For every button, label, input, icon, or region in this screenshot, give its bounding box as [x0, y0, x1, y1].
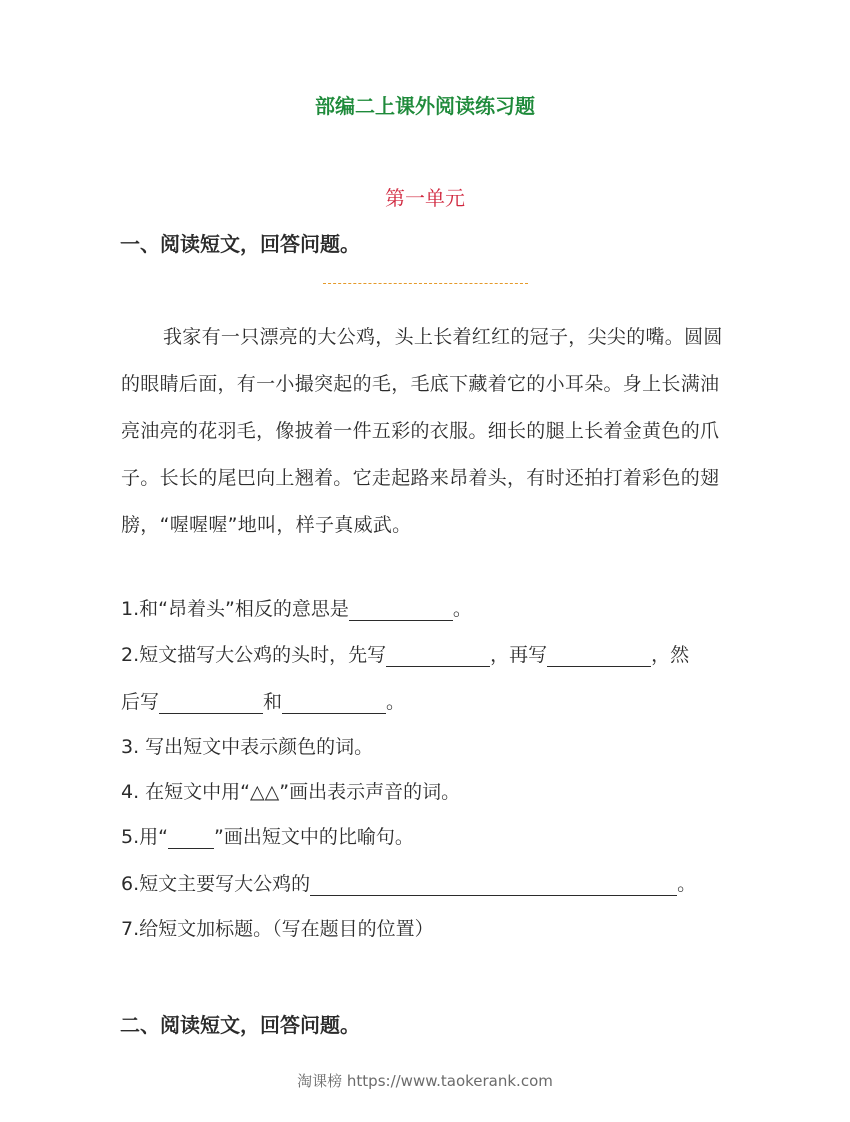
- question-2-text-e: 和: [263, 691, 283, 713]
- question-2-line-1: [121, 641, 689, 669]
- passage-title-blank: [323, 283, 528, 284]
- unit-heading: 第一单元: [385, 186, 465, 210]
- answer-blank[interactable]: [349, 598, 453, 621]
- question-1: [121, 595, 472, 623]
- question-2-text-d: 后写: [121, 691, 160, 713]
- question-5-text-a: 5.用“: [121, 826, 168, 848]
- question-1-end: 。: [452, 598, 472, 620]
- question-4: 4. 在短文中用“△△”画出表示声音的词。: [121, 781, 461, 803]
- section-2-heading: 二、阅读短文，回答问题。: [120, 1013, 360, 1037]
- answer-blank[interactable]: [159, 691, 263, 714]
- question-1-text: 1.和“昂着头”相反的意思是: [121, 598, 349, 620]
- reading-passage: 我家有一只漂亮的大公鸡，头上长着红红的冠子，尖尖的嘴。圆圆的眼睛后面，有一小撮突起的毛，毛底下藏着它的小耳朵。身上长满油亮油亮的花羽毛，像披着一件五彩的衣服。细长的腿上长着金黄色的爪子。长长的尾巴向上翘着。它走起路来昂着头，有时还拍打着彩色的翅膀，“喔喔喔”地叫，样子真威武。: [121, 326, 723, 536]
- question-2-text-a: 2.短文描写大公鸡的头时，先写: [121, 644, 387, 666]
- answer-blank[interactable]: [547, 644, 651, 667]
- footer-watermark: 淘课榜 https://www.taokerank.com: [297, 1072, 553, 1090]
- question-2-line-2: [121, 688, 405, 716]
- question-3: 3. 写出短文中表示颜色的词。: [121, 736, 374, 758]
- answer-blank[interactable]: [282, 691, 386, 714]
- question-2-text-f: 。: [386, 691, 406, 713]
- answer-blank[interactable]: [310, 873, 677, 896]
- question-5: [121, 823, 414, 851]
- question-6-text: 6.短文主要写大公鸡的: [121, 873, 311, 895]
- question-6-end: 。: [677, 873, 697, 895]
- section-1-heading: 一、阅读短文，回答问题。: [120, 232, 360, 256]
- question-6: [121, 870, 696, 898]
- question-7: 7.给短文加标题。（写在题目的位置）: [121, 918, 434, 940]
- question-2-text-b: ，再写: [490, 644, 548, 666]
- question-2-text-c: ，然: [651, 644, 690, 666]
- answer-blank[interactable]: [386, 644, 490, 667]
- underline-symbol: [168, 826, 214, 849]
- question-5-text-b: ”画出短文中的比喻句。: [213, 826, 414, 848]
- worksheet-title: 部编二上课外阅读练习题: [315, 94, 535, 118]
